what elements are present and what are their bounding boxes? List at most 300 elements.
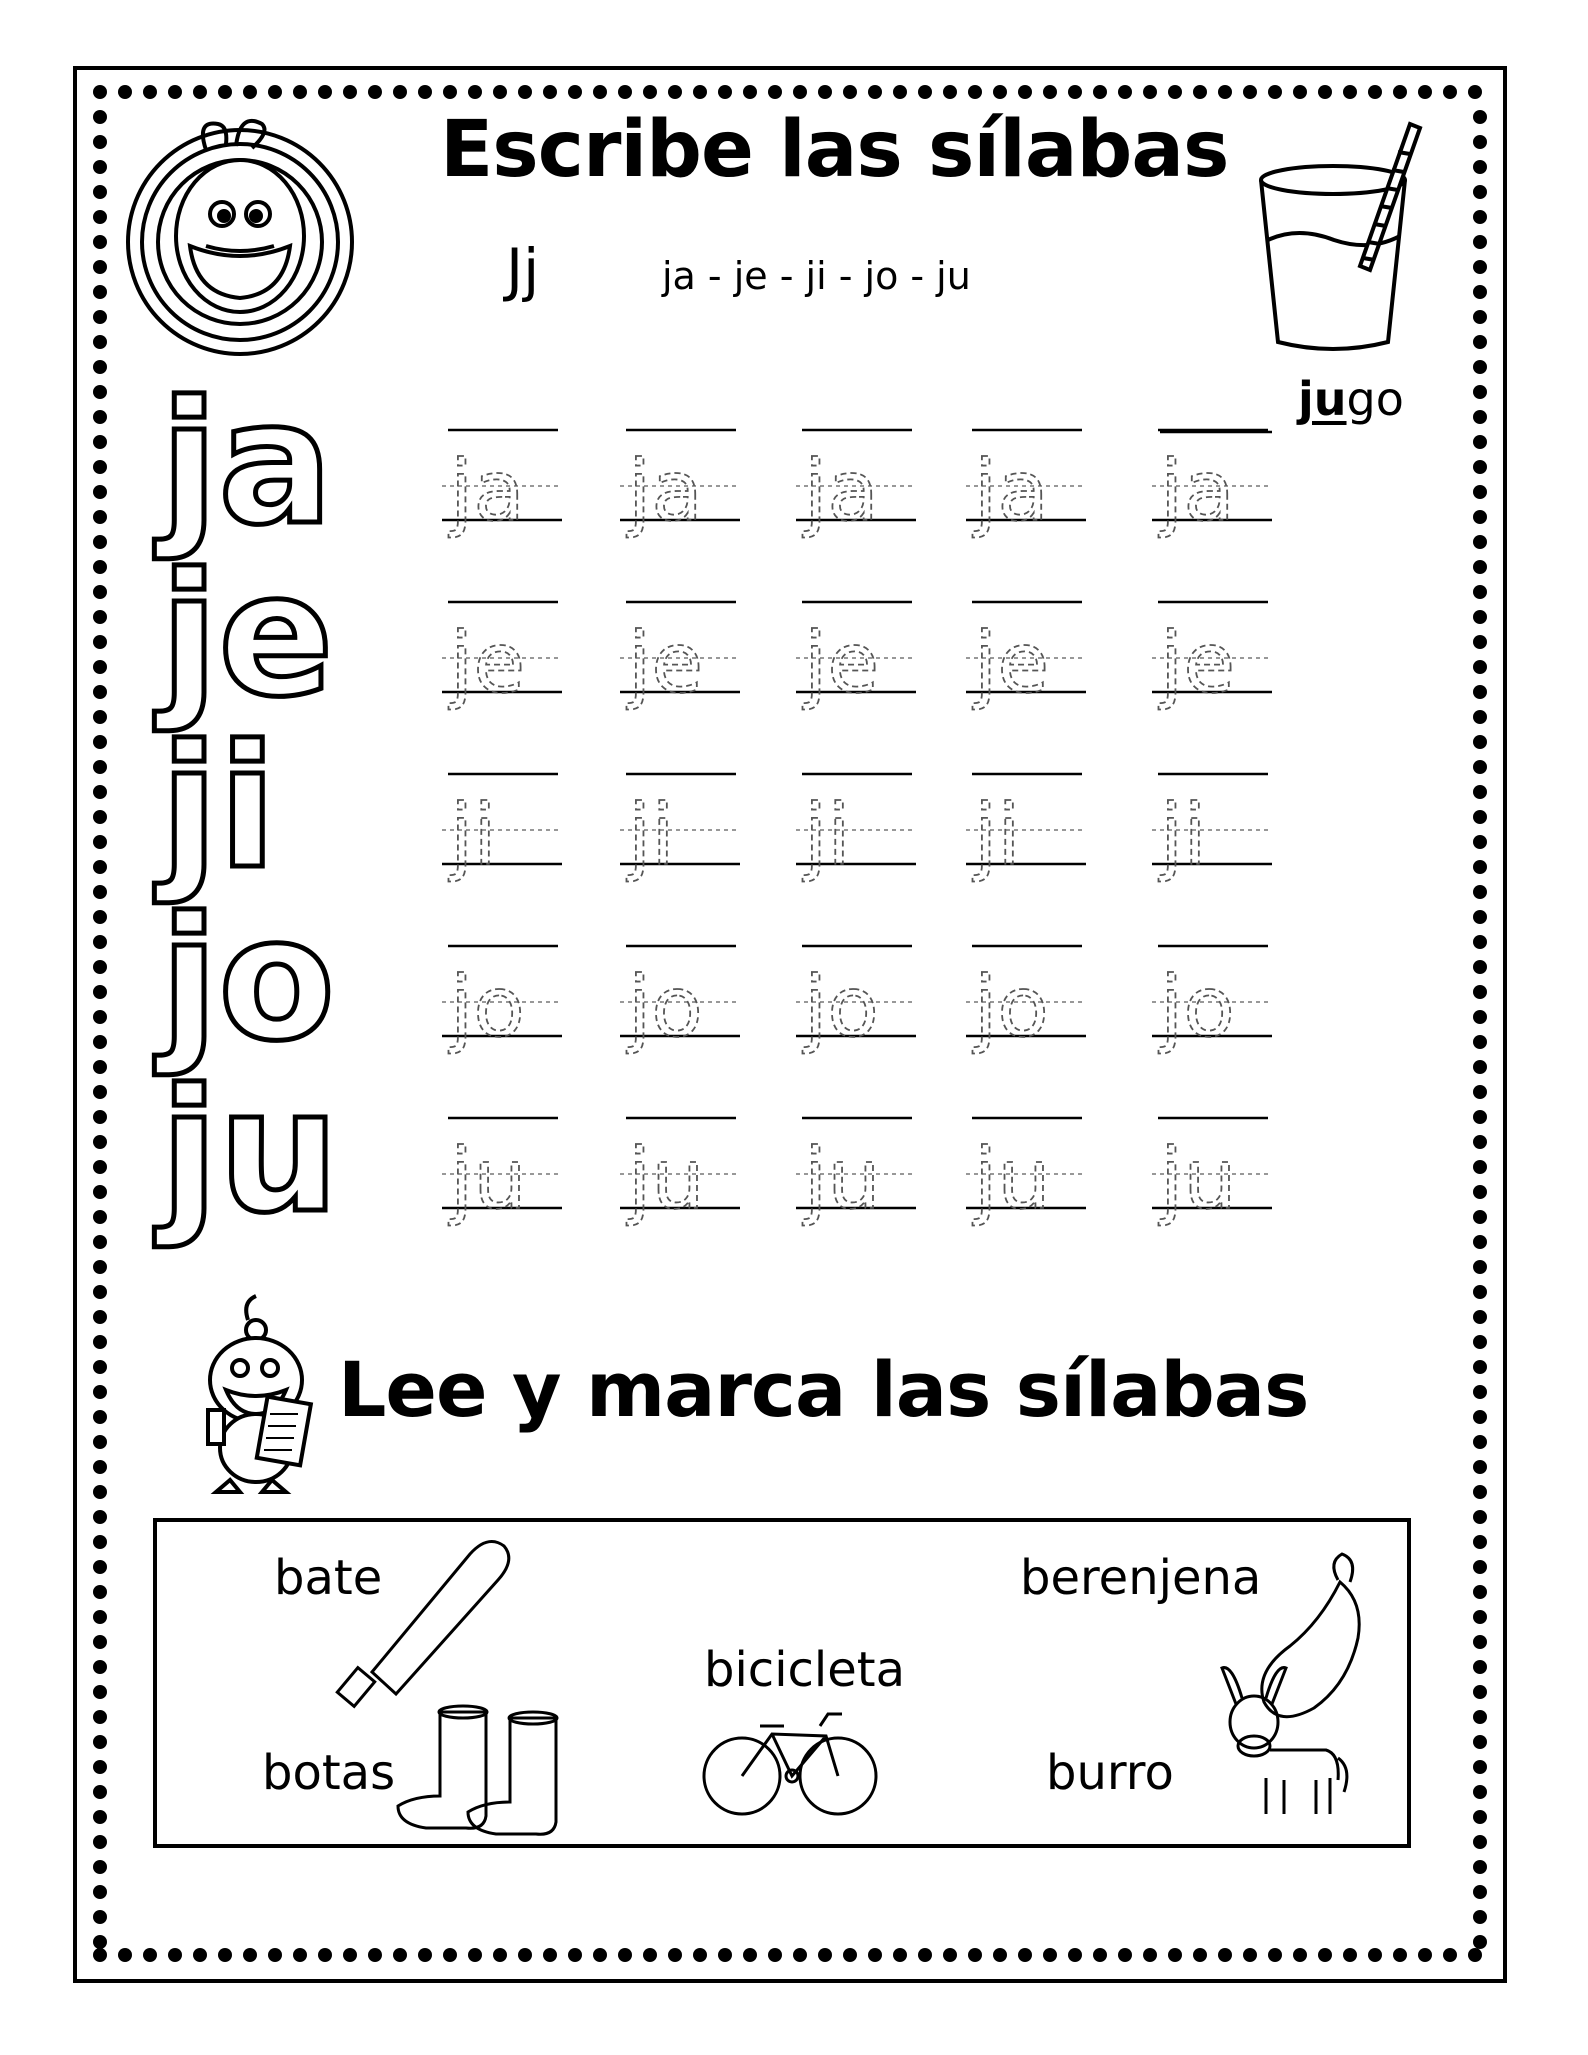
border-dot xyxy=(93,710,107,724)
border-dot xyxy=(893,1948,907,1962)
border-dot xyxy=(1473,1235,1487,1249)
tracing-syllable[interactable]: ja xyxy=(1160,442,1235,540)
tracing-syllable[interactable]: ja xyxy=(804,442,879,540)
border-dot xyxy=(1473,1410,1487,1424)
border-dot xyxy=(1473,810,1487,824)
border-dot xyxy=(543,85,557,99)
border-dot xyxy=(1473,1210,1487,1224)
border-dot xyxy=(1118,85,1132,99)
border-dot xyxy=(1473,1735,1487,1749)
border-dot xyxy=(1243,85,1257,99)
border-dot xyxy=(93,1235,107,1249)
border-dot xyxy=(443,85,457,99)
border-dot xyxy=(93,235,107,249)
border-dot xyxy=(93,1110,107,1124)
border-dot xyxy=(93,985,107,999)
border-dot xyxy=(1473,710,1487,724)
tracing-syllable[interactable]: ju xyxy=(450,1130,527,1228)
border-dot xyxy=(1473,585,1487,599)
border-dot xyxy=(593,85,607,99)
border-dot xyxy=(818,85,832,99)
border-dot xyxy=(93,1735,107,1749)
tracing-syllable[interactable]: ji xyxy=(450,786,497,884)
example-word xyxy=(1298,372,1404,426)
border-dot xyxy=(93,460,107,474)
border-dot xyxy=(93,1835,107,1849)
border-dot xyxy=(793,85,807,99)
border-dot xyxy=(568,1948,582,1962)
outlined-syllable: je xyxy=(160,537,334,735)
tracing-syllable[interactable]: jo xyxy=(974,958,1049,1056)
border-dot xyxy=(93,1335,107,1349)
border-dot xyxy=(1473,1785,1487,1799)
border-dot xyxy=(93,1935,107,1949)
word-botas[interactable]: botas xyxy=(262,1745,396,1801)
border-dot xyxy=(93,1085,107,1099)
border-dot xyxy=(1193,85,1207,99)
border-dot xyxy=(93,410,107,424)
duck-reader-icon xyxy=(208,1296,311,1492)
border-dot xyxy=(943,1948,957,1962)
border-dot xyxy=(93,135,107,149)
border-dot xyxy=(1473,910,1487,924)
border-dot xyxy=(393,1948,407,1962)
border-dot xyxy=(93,1610,107,1624)
border-dot xyxy=(93,860,107,874)
border-dot xyxy=(293,1948,307,1962)
border-dot xyxy=(1473,1310,1487,1324)
border-dot xyxy=(93,1948,107,1962)
border-dot xyxy=(93,510,107,524)
border-dot xyxy=(93,310,107,324)
border-dot xyxy=(318,85,332,99)
border-dot xyxy=(1018,1948,1032,1962)
tracing-syllable[interactable]: ji xyxy=(974,786,1021,884)
border-dot xyxy=(1473,1335,1487,1349)
tracing-syllable[interactable]: ja xyxy=(628,442,703,540)
border-dot xyxy=(93,1560,107,1574)
border-dot xyxy=(93,1535,107,1549)
border-dot xyxy=(93,1485,107,1499)
border-dot xyxy=(93,910,107,924)
word-bate[interactable]: bate xyxy=(274,1550,383,1606)
border-dot xyxy=(1473,1060,1487,1074)
border-dot xyxy=(918,1948,932,1962)
border-dot xyxy=(1473,1035,1487,1049)
border-dot xyxy=(1473,285,1487,299)
border-dot xyxy=(1473,1135,1487,1149)
border-dot xyxy=(1393,1948,1407,1962)
border-dot xyxy=(93,260,107,274)
border-dot xyxy=(1473,1260,1487,1274)
outlined-syllable: ji xyxy=(160,709,277,907)
border-dot xyxy=(968,85,982,99)
border-dot xyxy=(93,1135,107,1149)
border-dot xyxy=(543,1948,557,1962)
border-dot xyxy=(768,1948,782,1962)
border-dot xyxy=(918,85,932,99)
border-dot xyxy=(93,1185,107,1199)
border-dot xyxy=(93,935,107,949)
border-dot xyxy=(1193,1948,1207,1962)
border-dot xyxy=(1473,960,1487,974)
border-dot xyxy=(1143,85,1157,99)
border-dot xyxy=(1473,1560,1487,1574)
border-dot xyxy=(1443,85,1457,99)
border-dot xyxy=(843,85,857,99)
border-dot xyxy=(118,1948,132,1962)
border-dot xyxy=(593,1948,607,1962)
boots-icon xyxy=(398,1706,557,1834)
border-dot xyxy=(93,435,107,449)
border-dot xyxy=(1473,1660,1487,1674)
border-dot xyxy=(143,1948,157,1962)
syllable-list: ja - je - ji - jo - ju xyxy=(662,254,971,298)
border-dot xyxy=(93,1760,107,1774)
border-dot xyxy=(1473,685,1487,699)
border-dot xyxy=(868,1948,882,1962)
border-dot xyxy=(93,1060,107,1074)
tracing-syllable[interactable]: ju xyxy=(804,1130,881,1228)
border-dot xyxy=(93,760,107,774)
border-dot xyxy=(1473,735,1487,749)
border-dot xyxy=(1418,1948,1432,1962)
border-dot xyxy=(1043,1948,1057,1962)
border-dot xyxy=(1473,1160,1487,1174)
border-dot xyxy=(1243,1948,1257,1962)
border-dot xyxy=(93,1785,107,1799)
border-dot xyxy=(1473,485,1487,499)
border-dot xyxy=(1473,635,1487,649)
border-dot xyxy=(168,85,182,99)
border-dot xyxy=(1473,935,1487,949)
border-dot xyxy=(1368,85,1382,99)
border-dot xyxy=(93,1460,107,1474)
border-dot xyxy=(1473,1010,1487,1024)
border-dot xyxy=(768,85,782,99)
border-dot xyxy=(468,85,482,99)
border-dot xyxy=(693,1948,707,1962)
border-dot xyxy=(1473,460,1487,474)
border-dot xyxy=(1218,85,1232,99)
border-dot xyxy=(93,1585,107,1599)
border-dot xyxy=(693,85,707,99)
tracing-syllable[interactable]: je xyxy=(974,614,1050,712)
border-dot xyxy=(1473,1460,1487,1474)
border-dot xyxy=(1473,535,1487,549)
border-dot xyxy=(1473,860,1487,874)
border-dot xyxy=(93,960,107,974)
border-dot xyxy=(993,1948,1007,1962)
border-dot xyxy=(93,335,107,349)
border-dot xyxy=(1018,85,1032,99)
word-burro[interactable]: burro xyxy=(1046,1745,1174,1801)
border-dot xyxy=(1473,660,1487,674)
border-dot xyxy=(93,1810,107,1824)
border-dot xyxy=(568,85,582,99)
border-dot xyxy=(93,560,107,574)
border-dot xyxy=(618,85,632,99)
border-dot xyxy=(368,85,382,99)
border-dot xyxy=(1368,1948,1382,1962)
border-dot xyxy=(1473,835,1487,849)
border-dot xyxy=(93,1435,107,1449)
border-dot xyxy=(1293,85,1307,99)
border-dot xyxy=(93,635,107,649)
border-dot xyxy=(218,85,232,99)
tracing-syllable[interactable]: je xyxy=(804,614,880,712)
border-dot xyxy=(1473,1810,1487,1824)
border-dot xyxy=(268,1948,282,1962)
tracing-syllable[interactable]: je xyxy=(450,614,526,712)
border-dot xyxy=(1473,1910,1487,1924)
border-dot xyxy=(1473,1360,1487,1374)
border-dot xyxy=(93,385,107,399)
tracing-syllable[interactable]: jo xyxy=(628,958,703,1056)
border-dot xyxy=(1473,760,1487,774)
border-dot xyxy=(93,1210,107,1224)
border-dot xyxy=(1473,1610,1487,1624)
border-dot xyxy=(93,1685,107,1699)
border-dot xyxy=(1318,85,1332,99)
border-dot xyxy=(1343,1948,1357,1962)
tracing-syllable[interactable]: jo xyxy=(804,958,879,1056)
border-dot xyxy=(1468,1948,1482,1962)
border-dot xyxy=(1118,1948,1132,1962)
border-dot xyxy=(93,1410,107,1424)
tracing-syllable[interactable]: ju xyxy=(1160,1130,1237,1228)
border-dot xyxy=(618,1948,632,1962)
border-dot xyxy=(1473,435,1487,449)
tracing-syllable[interactable]: je xyxy=(628,614,704,712)
border-dot xyxy=(1473,1885,1487,1899)
border-dot xyxy=(493,1948,507,1962)
border-dot xyxy=(293,85,307,99)
border-dot xyxy=(93,185,107,199)
tracing-syllable[interactable]: jo xyxy=(450,958,525,1056)
border-dot xyxy=(1468,85,1482,99)
border-dot xyxy=(318,1948,332,1962)
border-dot xyxy=(393,85,407,99)
border-dot xyxy=(1473,560,1487,574)
border-dot xyxy=(643,1948,657,1962)
tracing-syllable[interactable]: ji xyxy=(804,786,851,884)
tracing-syllable[interactable]: ja xyxy=(974,442,1049,540)
border-dot xyxy=(93,785,107,799)
border-dot xyxy=(418,85,432,99)
border-dot xyxy=(1473,385,1487,399)
border-dot xyxy=(1268,1948,1282,1962)
border-dot xyxy=(893,85,907,99)
border-dot xyxy=(1473,1835,1487,1849)
tracing-syllable[interactable]: ji xyxy=(628,786,675,884)
border-dot xyxy=(93,1385,107,1399)
border-dot xyxy=(93,1910,107,1924)
border-dot xyxy=(93,160,107,174)
border-dot xyxy=(818,1948,832,1962)
outlined-syllable: jo xyxy=(160,881,336,1079)
border-dot xyxy=(1473,1635,1487,1649)
section-title: Lee y marca las sílabas xyxy=(338,1345,1309,1434)
border-dot xyxy=(718,1948,732,1962)
border-dot xyxy=(1473,210,1487,224)
border-dot xyxy=(1473,1485,1487,1499)
border-dot xyxy=(1473,1760,1487,1774)
border-dot xyxy=(418,1948,432,1962)
border-dot xyxy=(1293,1948,1307,1962)
border-dot xyxy=(1268,85,1282,99)
word-bicicleta[interactable]: bicicleta xyxy=(704,1642,906,1698)
border-dot xyxy=(993,85,1007,99)
border-dot xyxy=(843,1948,857,1962)
tracing-syllable[interactable]: je xyxy=(1160,614,1236,712)
border-dot xyxy=(93,1010,107,1024)
border-dot xyxy=(1473,1435,1487,1449)
border-dot xyxy=(93,1310,107,1324)
border-dot xyxy=(143,85,157,99)
border-dot xyxy=(1473,260,1487,274)
border-dot xyxy=(93,1860,107,1874)
border-dot xyxy=(518,1948,532,1962)
border-dot xyxy=(1068,1948,1082,1962)
border-dot xyxy=(93,610,107,624)
border-dot xyxy=(468,1948,482,1962)
border-dot xyxy=(1473,135,1487,149)
border-dot xyxy=(93,885,107,899)
border-dot xyxy=(93,1160,107,1174)
border-dot xyxy=(343,85,357,99)
border-dot xyxy=(93,1035,107,1049)
border-dot xyxy=(118,85,132,99)
border-dot xyxy=(968,1948,982,1962)
border-dot xyxy=(1473,410,1487,424)
border-dot xyxy=(743,1948,757,1962)
border-dot xyxy=(1473,1535,1487,1549)
border-dot xyxy=(1093,1948,1107,1962)
border-dot xyxy=(93,360,107,374)
border-dot xyxy=(93,735,107,749)
border-dot xyxy=(643,85,657,99)
border-dot xyxy=(868,85,882,99)
border-dot xyxy=(1473,1685,1487,1699)
border-dot xyxy=(93,585,107,599)
border-dot xyxy=(518,85,532,99)
border-dot xyxy=(93,1635,107,1649)
donkey-icon xyxy=(1222,1668,1347,1814)
syllable-tracing-grid xyxy=(154,365,1272,1251)
border-dot xyxy=(1473,1085,1487,1099)
border-dot xyxy=(1318,1948,1332,1962)
border-dot xyxy=(1043,85,1057,99)
border-dot xyxy=(1473,110,1487,124)
tracing-syllable[interactable]: ji xyxy=(1160,786,1207,884)
border-dot xyxy=(93,485,107,499)
border-dot xyxy=(343,1948,357,1962)
border-dot xyxy=(93,1360,107,1374)
border-dot xyxy=(243,85,257,99)
border-dot xyxy=(93,1710,107,1724)
border-dot xyxy=(1168,85,1182,99)
border-dot xyxy=(1473,1185,1487,1199)
border-dot xyxy=(668,1948,682,1962)
border-dot xyxy=(1343,85,1357,99)
border-dot xyxy=(493,85,507,99)
border-dot xyxy=(1473,1110,1487,1124)
example-word-highlight: ju xyxy=(1298,372,1347,426)
border-dot xyxy=(93,110,107,124)
border-dot xyxy=(1473,1285,1487,1299)
word-berenjena[interactable]: berenjena xyxy=(1020,1550,1262,1606)
border-dot xyxy=(1473,235,1487,249)
border-dot xyxy=(1473,160,1487,174)
border-dot xyxy=(1418,85,1432,99)
border-dot xyxy=(1443,1948,1457,1962)
border-dot xyxy=(1093,85,1107,99)
outlined-syllable: ja xyxy=(160,365,333,563)
tracing-syllable[interactable]: jo xyxy=(1160,958,1235,1056)
border-dot xyxy=(193,85,207,99)
border-dot xyxy=(1473,335,1487,349)
border-dot xyxy=(718,85,732,99)
border-dot xyxy=(193,1948,207,1962)
border-dot xyxy=(93,835,107,849)
border-dot xyxy=(793,1948,807,1962)
border-dot xyxy=(1473,185,1487,199)
tracing-syllable[interactable]: ja xyxy=(450,442,525,540)
border-dot xyxy=(93,1660,107,1674)
tracing-syllable[interactable]: ju xyxy=(974,1130,1051,1228)
border-dot xyxy=(1473,885,1487,899)
border-dot xyxy=(93,1260,107,1274)
border-dot xyxy=(243,1948,257,1962)
border-dot xyxy=(1473,785,1487,799)
border-dot xyxy=(1473,610,1487,624)
border-dot xyxy=(93,1885,107,1899)
border-dot xyxy=(943,85,957,99)
border-dot xyxy=(93,810,107,824)
border-dot xyxy=(743,85,757,99)
border-dot xyxy=(218,1948,232,1962)
border-dot xyxy=(1473,1935,1487,1949)
border-dot xyxy=(93,1510,107,1524)
letter-pair: Jj xyxy=(506,236,540,304)
border-dot xyxy=(1168,1948,1182,1962)
border-dot xyxy=(1068,85,1082,99)
border-dot xyxy=(1218,1948,1232,1962)
border-dot xyxy=(1473,1710,1487,1724)
border-dot xyxy=(668,85,682,99)
border-dot xyxy=(1473,1860,1487,1874)
border-dot xyxy=(1473,1385,1487,1399)
border-dot xyxy=(93,1285,107,1299)
border-dot xyxy=(93,285,107,299)
worksheet-title: Escribe las sílabas xyxy=(440,105,1229,195)
tracing-syllable[interactable]: ju xyxy=(628,1130,705,1228)
border-dot xyxy=(1473,360,1487,374)
outlined-syllable: ju xyxy=(160,1053,340,1251)
border-dot xyxy=(443,1948,457,1962)
border-dot xyxy=(168,1948,182,1962)
border-dot xyxy=(93,85,107,99)
border-dot xyxy=(93,535,107,549)
border-dot xyxy=(1473,310,1487,324)
bicycle-icon xyxy=(704,1714,876,1814)
border-dot xyxy=(1473,510,1487,524)
glass-of-juice-icon xyxy=(1261,124,1420,349)
border-dot xyxy=(93,210,107,224)
border-dot xyxy=(93,660,107,674)
border-dot xyxy=(93,685,107,699)
